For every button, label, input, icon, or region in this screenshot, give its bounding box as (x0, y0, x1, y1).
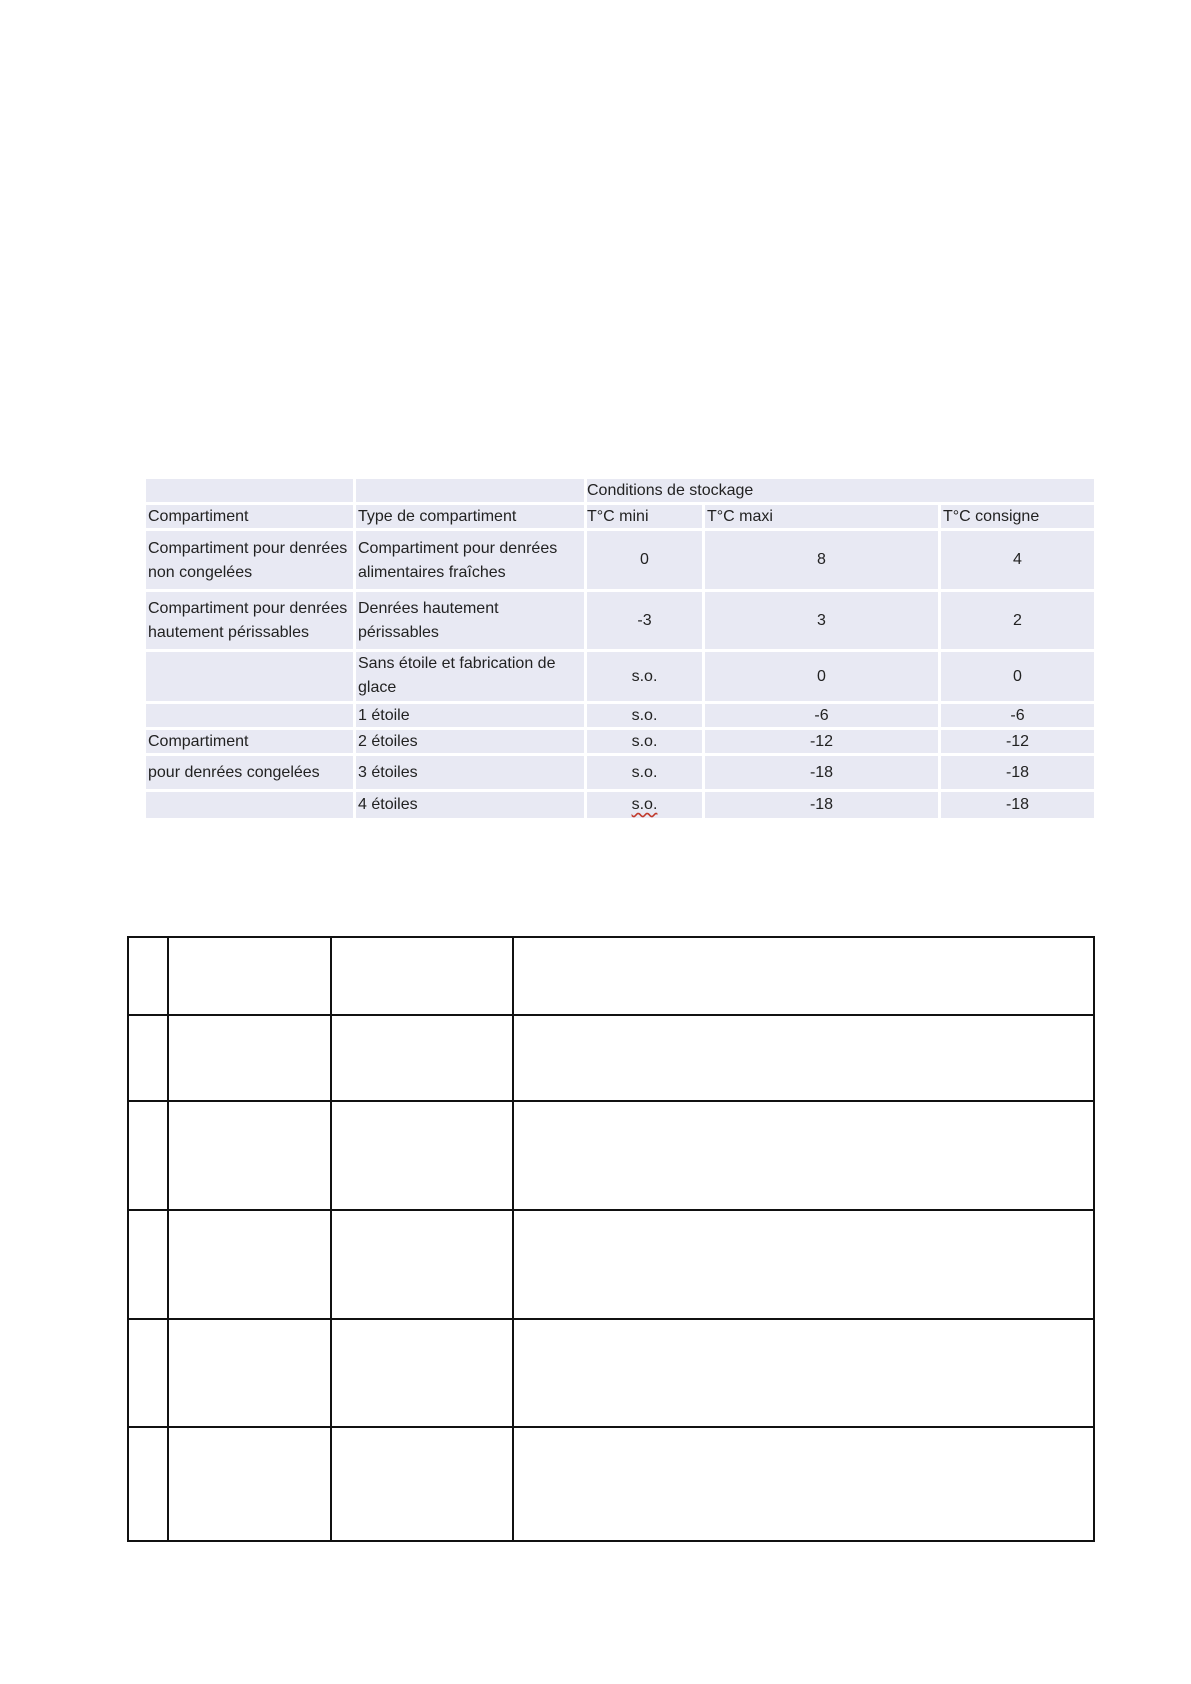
column-header-label: T°C consigne (943, 508, 1040, 525)
table-cell (587, 730, 702, 753)
row-divider (129, 1426, 1093, 1428)
table-cell (356, 652, 584, 701)
column-header (705, 505, 938, 528)
cell-value: -18 (1005, 796, 1030, 813)
table-cell (587, 531, 702, 589)
row-divider (129, 1100, 1093, 1102)
table-cell (941, 531, 1094, 589)
table-cell (705, 704, 938, 727)
cell-text: glace (358, 679, 397, 696)
cell-value: -6 (1010, 707, 1025, 724)
cell-value: 4 (1013, 551, 1022, 568)
table-cell (356, 756, 584, 789)
cell-text: Denrées hautement (358, 600, 499, 617)
table-cell (705, 531, 938, 589)
column-header-label: Type de compartiment (358, 508, 517, 525)
column-divider (512, 938, 514, 1540)
table-cell (146, 531, 353, 589)
table-cell (146, 652, 353, 701)
cell-value: -6 (814, 707, 829, 724)
table-cell (941, 792, 1094, 818)
empty-table (127, 936, 1095, 1542)
cell-text: Compartiment pour denrées (148, 600, 348, 617)
cell-value: -3 (637, 612, 652, 629)
row-divider (129, 1318, 1093, 1320)
row-divider (129, 1014, 1093, 1016)
table-cell (705, 792, 938, 818)
table-cell (587, 704, 702, 727)
cell-value: s.o. (631, 764, 658, 781)
storage-conditions-table (146, 479, 1094, 818)
cell-value: 8 (817, 551, 826, 568)
table-cell (146, 592, 353, 649)
table-cell (356, 792, 584, 818)
column-header-label: T°C mini (587, 508, 649, 525)
table-cell (705, 730, 938, 753)
table-cell (941, 704, 1094, 727)
cell-value: 2 (1013, 612, 1022, 629)
cell-text: Compartiment pour denrées (148, 540, 348, 557)
cell-text: Compartiment (148, 733, 249, 750)
table-cell (705, 652, 938, 701)
header-blank-cell (356, 479, 584, 502)
cell-text: 2 étoiles (358, 733, 418, 750)
cell-text: non congelées (148, 564, 253, 581)
cell-value: 0 (640, 551, 649, 568)
table-cell (705, 756, 938, 789)
cell-text: 1 étoile (358, 707, 410, 724)
cell-value: s.o. (631, 668, 658, 685)
cell-text: pour denrées congelées (148, 764, 320, 781)
cell-text: 4 étoiles (358, 796, 418, 813)
table-cell (941, 592, 1094, 649)
cell-value: s.o. (631, 796, 658, 813)
cell-text: hautement périssables (148, 624, 309, 641)
row-divider (129, 1209, 1093, 1211)
cell-value: s.o. (631, 733, 658, 750)
table-cell (356, 704, 584, 727)
table-cell (146, 792, 353, 818)
cell-value: 0 (817, 668, 826, 685)
table-cell (146, 730, 353, 753)
cell-value: 3 (817, 612, 826, 629)
cell-text: Sans étoile et fabrication de (358, 655, 556, 672)
table-cell (356, 730, 584, 753)
cell-text: Compartiment pour denrées (358, 540, 558, 557)
cell-value: -18 (1005, 764, 1030, 781)
column-header (356, 505, 584, 528)
table-cell (941, 730, 1094, 753)
group-header (587, 479, 1094, 502)
column-divider (330, 938, 332, 1540)
column-divider (167, 938, 169, 1540)
cell-value: -18 (809, 796, 834, 813)
cell-text: alimentaires fraîches (358, 564, 506, 581)
column-header-label: T°C maxi (707, 508, 773, 525)
cell-value: -12 (1005, 733, 1030, 750)
cell-value: -18 (809, 764, 834, 781)
table-cell (705, 592, 938, 649)
column-header (941, 505, 1094, 528)
cell-text: 3 étoiles (358, 764, 418, 781)
header-blank-cell (146, 479, 353, 502)
table-cell (587, 592, 702, 649)
column-header (587, 505, 702, 528)
cell-value: s.o. (631, 707, 658, 724)
cell-text: périssables (358, 624, 439, 641)
cell-value: -12 (809, 733, 834, 750)
table-cell (941, 756, 1094, 789)
column-header-label: Compartiment (148, 508, 249, 525)
table-cell (356, 592, 584, 649)
table-cell (146, 756, 353, 789)
table-cell (146, 704, 353, 727)
group-header-text: Conditions de stockage (587, 482, 754, 499)
column-header (146, 505, 353, 528)
cell-value: 0 (1013, 668, 1022, 685)
table-cell (941, 652, 1094, 701)
table-cell (356, 531, 584, 589)
table-cell (587, 652, 702, 701)
table-cell (587, 792, 702, 818)
table-cell (587, 756, 702, 789)
